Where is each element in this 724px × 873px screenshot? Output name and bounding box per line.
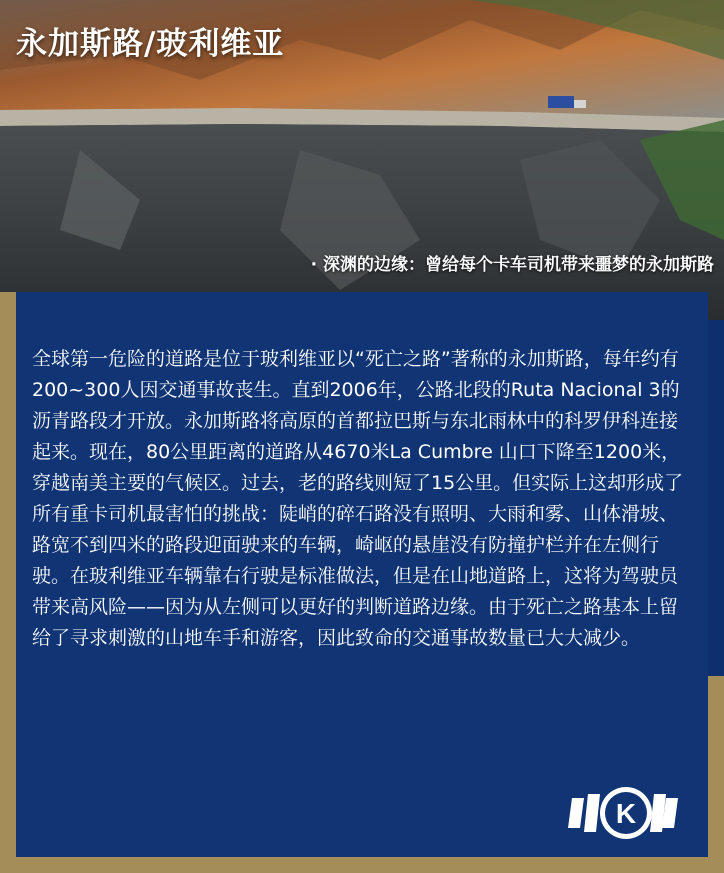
page-title: 永加斯路/玻利维亚 (16, 26, 285, 62)
brand-k-logo-icon (568, 782, 686, 844)
photo-caption: · 深渊的边缘：曾给每个卡车司机带来噩梦的永加斯路 (310, 255, 714, 275)
gold-accent-left (0, 292, 16, 873)
logo-letter: K (615, 798, 637, 829)
gold-accent-bottom (16, 857, 708, 873)
gold-accent-right (708, 676, 724, 873)
cliff-road-photo (0, 0, 724, 320)
logo-graphic (568, 782, 686, 844)
article-body: 全球第一危险的道路是位于玻利维亚以“死亡之路”著称的永加斯路，每年约有200~300人因交通事故丧生。直到2006年，公路北段的Ruta Nacional 3的沥青路段才开放。永加斯路将高原的首都拉巴斯与东北雨林中的科罗伊科连接起来。现在，80公里距离的道路从4670米La Cumbre 山口下降至1200米，穿越南美主要的气候区。过去，老的路线则短了15公里。但实际上这却形成了所有重卡司机最害怕的挑战：陡峭的碎石路没有照明、大雨和雾、山体滑坡、路宽不到四米的路段迎面驶来的车辆，崎岖的悬崖没有防撞护栏并在左侧行驶。在玻利维亚车辆靠右行驶是标准做法，但是在山地道路上，这将为驾驶员带来高风险——因为从左侧可以更好的判断道路边缘。由于死亡之路基本上留给了寻求刺激的山地车手和游客，因此致命的交通事故数量已大大减少。 (32, 348, 684, 649)
